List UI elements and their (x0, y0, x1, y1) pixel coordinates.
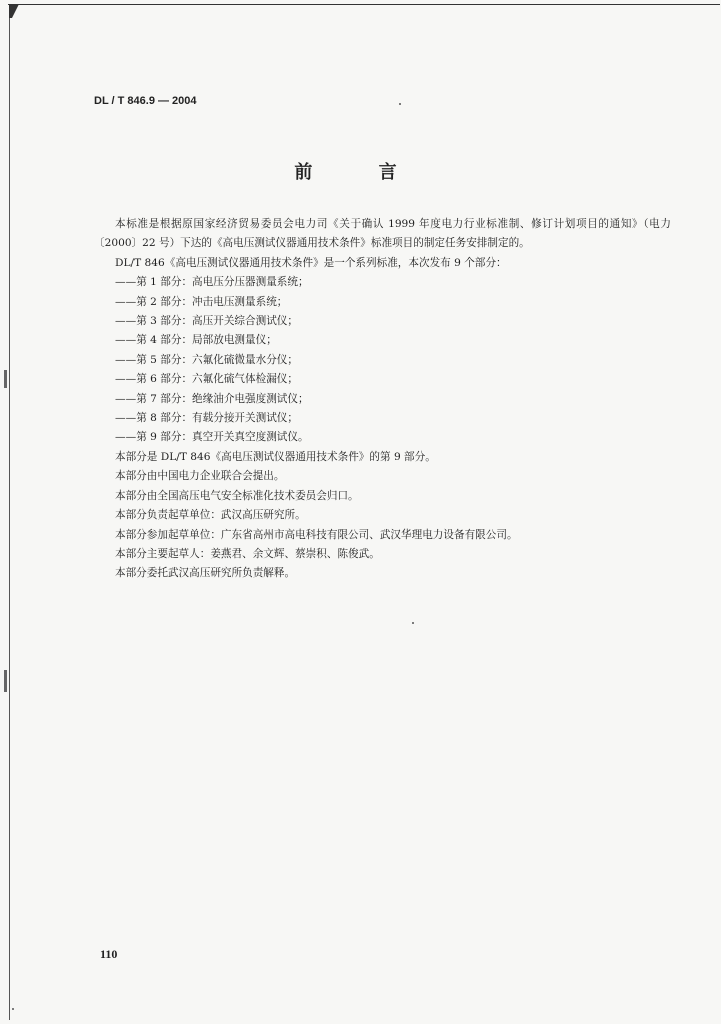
part-item: ——第 6 部分：六氟化硫气体检漏仪； (115, 373, 298, 386)
part-item: ——第 5 部分：六氟化硫微量水分仪； (115, 353, 298, 366)
body-text (94, 215, 671, 584)
series-statement: DL/T 846《高电压测试仪器通用技术条件》是一个系列标准，本次发布 9 个部分： (115, 256, 507, 269)
edge-mark (4, 670, 7, 692)
page-title: 前 言 (294, 162, 427, 183)
statement-line: 本部分参加起草单位：广东省高州市高电科技有限公司、武汉华理电力设备有限公司。 (115, 528, 518, 541)
part-item: ——第 2 部分：冲击电压测量系统； (115, 295, 288, 308)
scan-speck (399, 103, 401, 105)
statement-line: 本部分主要起草人：姜燕君、余文辉、蔡崇积、陈俊武。 (115, 547, 380, 560)
part-item: ——第 3 部分：高压开关综合测试仪； (115, 315, 298, 328)
part-item: ——第 1 部分：高电压分压器测量系统； (115, 276, 309, 289)
statement-line: 本部分负责起草单位：武汉高压研究所。 (115, 509, 306, 522)
edge-mark (4, 370, 7, 388)
statement-line: 本部分由中国电力企业联合会提出。 (115, 470, 285, 483)
part-item: ——第 8 部分：有载分接开关测试仪； (115, 412, 298, 425)
scan-edge-marks (4, 370, 8, 690)
statement-line: 本部分由全国高压电气安全标准化技术委员会归口。 (115, 489, 359, 502)
standard-header: DL / T 846.9 — 2004 (94, 95, 197, 107)
scan-corner-mark (9, 4, 19, 18)
page-number: 110 (100, 947, 118, 961)
scan-speck (12, 1008, 14, 1010)
statement-line: 本部分委托武汉高压研究所负责解释。 (115, 567, 296, 580)
statement-line: 本部分是 DL/T 846《高电压测试仪器通用技术条件》的第 9 部分。 (115, 450, 436, 463)
scan-left-border (9, 4, 10, 1020)
part-item: ——第 9 部分：真空开关真空度测试仪。 (115, 431, 309, 444)
part-item: ——第 4 部分：局部放电测量仪； (115, 334, 277, 347)
part-item: ——第 7 部分：绝缘油介电强度测试仪； (115, 392, 309, 405)
intro-paragraph: 本标准是根据原国家经济贸易委员会电力司《关于确认 1999 年度电力行业标准制、修订计划项目的通知》（电力〔2000〕22 号）下达的《高电压测试仪器通用技术条件》标准项目的制定任务安排制定的。 (94, 218, 671, 250)
scan-speck (412, 622, 414, 624)
scan-top-border (8, 4, 720, 5)
